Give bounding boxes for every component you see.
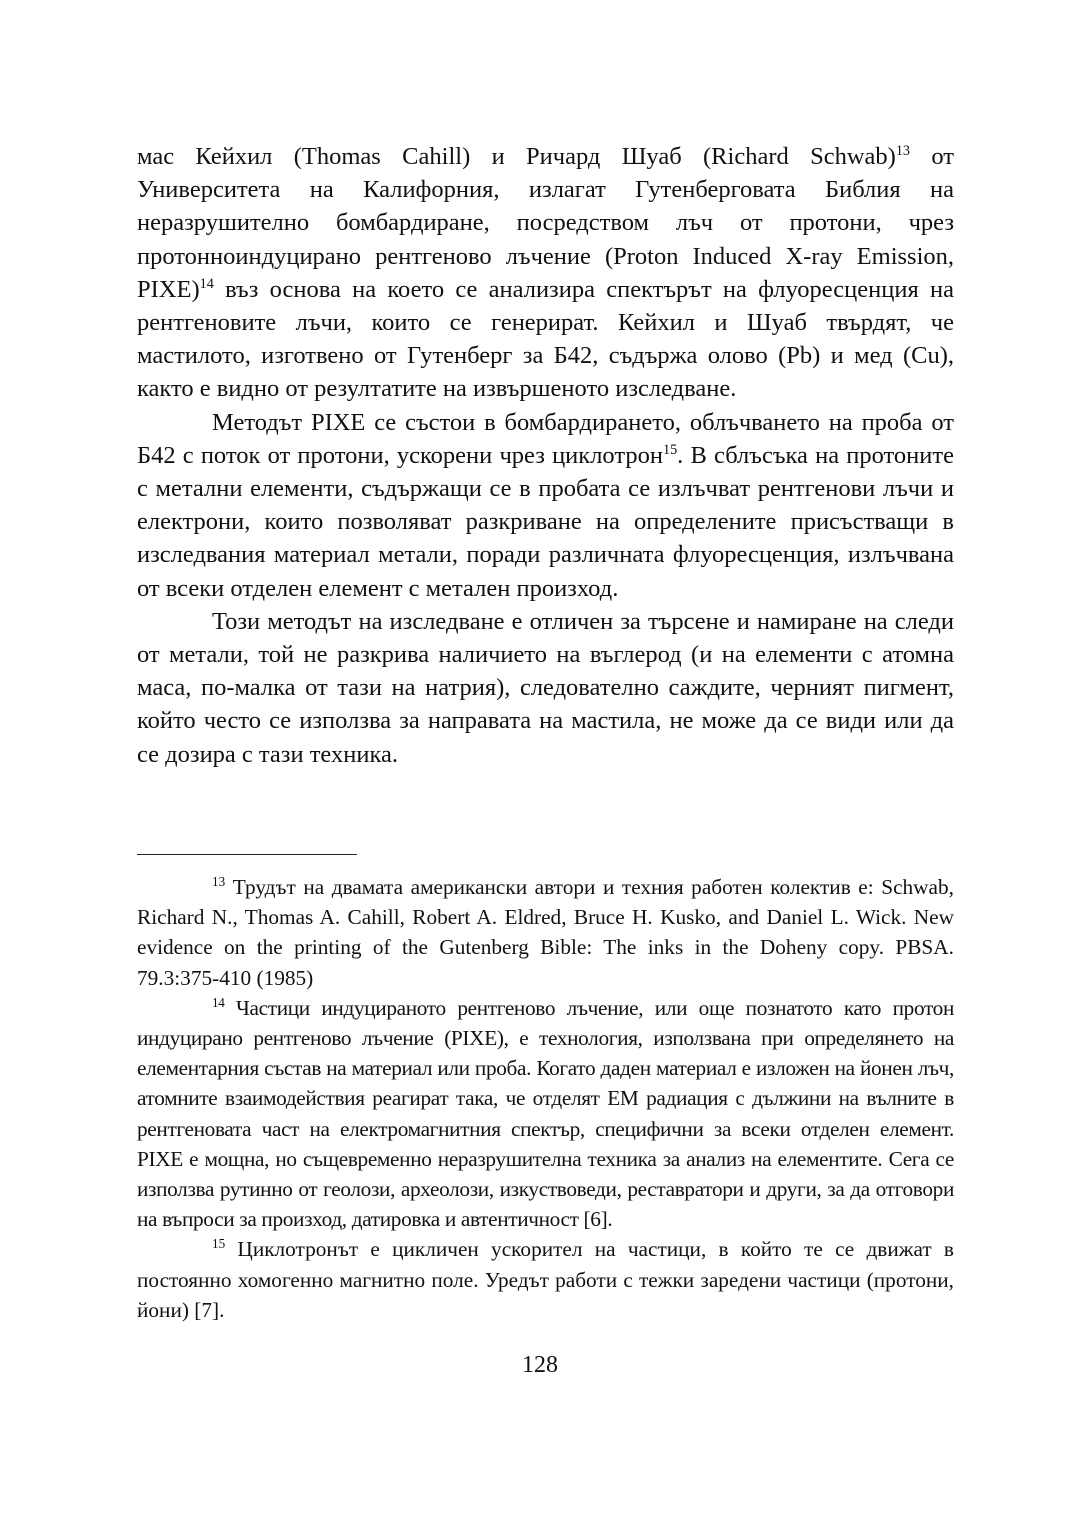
paragraph-1-text-c: въз основа на което се анализира спектърът на флуоресценция на рентгеновите лъчи, които се генерират. Кейхил и Шуаб твърдят, че мастилото, изготвено от Гутенберг за Б42, съдържа олово (Pb) и мед (Cu), както е видно от резултатите на извършеното изследване. — [137, 275, 954, 403]
page-number: 128 — [522, 1352, 558, 1378]
footnote-number-13: 13 — [212, 873, 226, 889]
footnote-number-15: 15 — [212, 1236, 226, 1252]
paragraph-1 — [137, 140, 954, 406]
paragraph-3 — [137, 605, 954, 771]
footnote-text-13: Трудът на двамата американски автори и техния работен колектив е: Schwab, Richard N., Thomas A. Cahill, Robert A. Eldred, Bruce H. Kusko, and Daniel L. Wick. New evidence on the printing of the Gutenberg Bible: The inks in the Doheny copy. PBSA. 79.3:375-410 (1985) — [137, 875, 954, 990]
footnotes — [137, 872, 954, 1325]
paragraph-3-text: Този методът на изследване е отличен за търсене и намиране на следи от метали, той не разкрива наличието на въглерод (и на елементи с атомна маса, по-малка от тази на натрия), следователно саждите, черният пигмент, който често се използва за направата на мастила, не може да се види или да се дозира с тази техника. — [137, 607, 954, 768]
footnote-number-14: 14 — [212, 994, 225, 1010]
footnote-separator — [137, 854, 357, 855]
paragraph-2 — [137, 406, 954, 605]
footnote-13 — [137, 872, 954, 993]
footnote-text-15: Циклотронът е цикличен ускорител на частици, в който те се движат в постоянно хомогенно магнитно поле. Уредът работи с тежки заредени частици (протони, йони) [7]. — [137, 1237, 954, 1322]
footnote-ref-13[interactable]: 13 — [895, 142, 911, 159]
paragraph-2-text-b: . В сблъсъка на протоните с метални елементи, съдържащи се в пробата се излъчват рентгенови лъчи и електрони, които позволяват разкриване на определените присъстващи в изследвания материал метали, поради различната флуоресценция, излъчвана от всеки отделен елемент с метален произход. — [137, 441, 954, 602]
footnote-text-14: Частици индуцираното рентгеново лъчение, или още познатото като протон индуцирано рентгеново лъчение (PIXE), е технология, използвана при определянето на елементарния състав на материал или проба. Когато даден материал е изложен на йонен лъч, атомните взаимодействия реагират така, че отделят ЕМ радиация с дължини на вълните в рентгеновата част на електромагнитния спектър, специфични за всеки отделен елемент. PIXE е мощна, но същевременно неразрушителна техника за анализ на елементите. Сега се използва рутинно от геолози, археолози, изкуствоведи, реставратори и други, за да отговори на въпроси за произход, датировка и автентичност [6]. — [137, 995, 954, 1232]
paragraph-2-text-a: Методът PIXE се състои в бомбардирането, облъчването на проба от Б42 с поток от протони, ускорени чрез циклотрон — [137, 408, 954, 469]
footnote-ref-15[interactable]: 15 — [662, 441, 678, 458]
paragraph-1-text-b: от Университета на Калифорния, излагат Гутенберговата Библия на неразрушително бомбардиране, посредством лъч от протони, чрез протонноиндуцирано рентгеново лъчение (Proton Induced X-ray Emission, PIXE) — [137, 143, 954, 303]
footnote-14 — [137, 993, 954, 1235]
main-text — [137, 140, 954, 771]
footnote-ref-14[interactable]: 14 — [199, 275, 214, 292]
footnote-15 — [137, 1234, 954, 1325]
paragraph-1-text-a: мас Кейхил (Thomas Cahill) и Ричард Шуаб (Richard Schwab) — [137, 143, 896, 170]
